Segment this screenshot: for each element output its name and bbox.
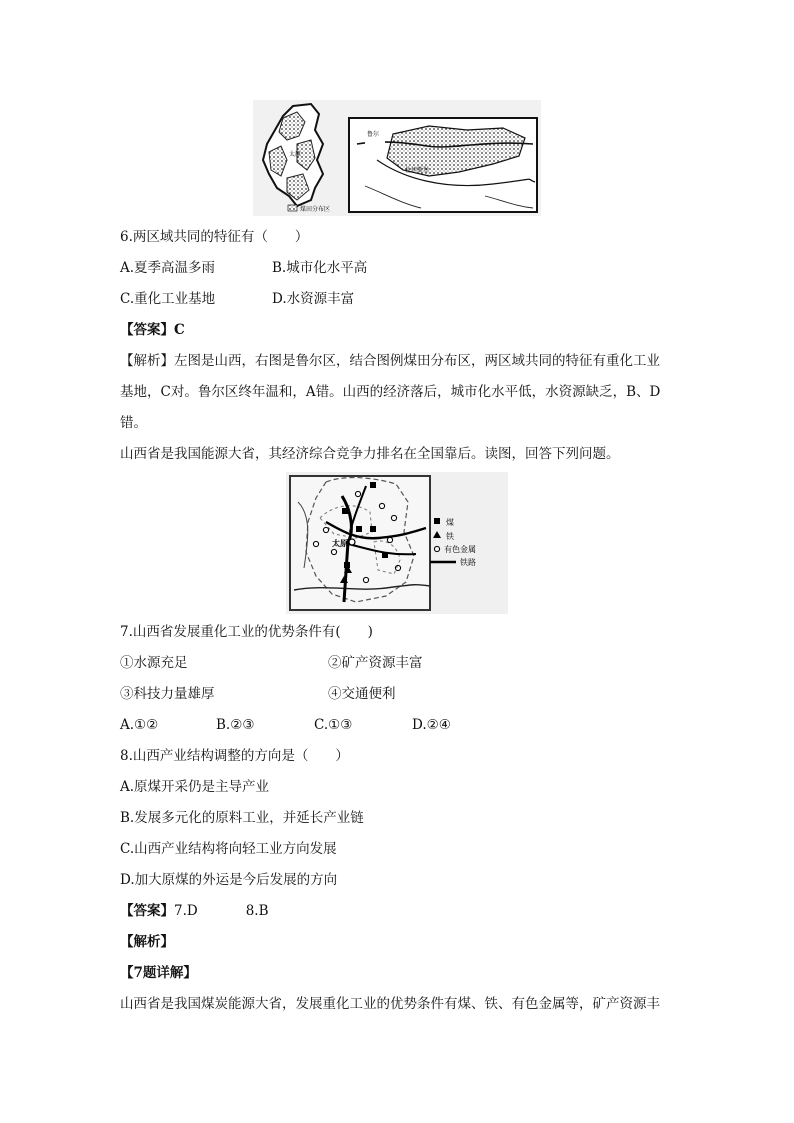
q6-answer: 【答案】C bbox=[120, 322, 185, 338]
q7-option-d: D.②④ bbox=[412, 717, 451, 733]
intro-text: 山西省是我国能源大省，其经济综合竞争力排名在全国靠后。读图，回答下列问题。 bbox=[120, 446, 620, 462]
q6-option-d: D.水资源丰富 bbox=[272, 291, 355, 307]
answer-label: 【答案】 bbox=[120, 903, 174, 919]
left-map-city-label: 太原 bbox=[289, 151, 302, 158]
q8-option-d: D.加大原煤的外运是今后发展的方向 bbox=[120, 872, 338, 888]
q7-option-c: C.①③ bbox=[314, 717, 353, 733]
q8-option-a: A.原煤开采仍是主导产业 bbox=[120, 779, 270, 795]
detail-7-text: 山西省是我国煤炭能源大省，发展重化工业的优势条件有煤、铁、有色金属等，矿产资源丰 bbox=[120, 996, 660, 1012]
legend-nonferrous: 有色金属 bbox=[444, 545, 476, 554]
q8-option-c: C.山西产业结构将向轻工业方向发展 bbox=[120, 841, 337, 857]
ruhr-map bbox=[349, 118, 537, 212]
q6-option-b: B.城市化水平高 bbox=[272, 260, 368, 276]
q7-choice-1: ①水源充足 bbox=[120, 655, 188, 671]
q6-option-c: C.重化工业基地 bbox=[120, 291, 216, 307]
figure-shanxi-ruhr-maps bbox=[253, 100, 541, 216]
answer-7: 7.D bbox=[174, 903, 198, 919]
q7-option-b: B.②③ bbox=[216, 717, 255, 733]
q8-stem: 8.山西产业结构调整的方向是（ ） bbox=[120, 748, 349, 764]
right-map-label-top: 鲁尔 bbox=[367, 131, 380, 138]
q6-stem: 6.两区域共同的特征有（ ） bbox=[120, 229, 309, 245]
answer-7-8 bbox=[120, 901, 269, 921]
legend-railway: 铁路 bbox=[460, 558, 476, 567]
right-map-label-bottom: 杜伊斯堡 bbox=[405, 167, 430, 174]
q6-analysis-line-3: 错。 bbox=[120, 415, 147, 431]
figure-shanxi-resources-map bbox=[286, 472, 508, 614]
detail-7-title: 【7题详解】 bbox=[120, 965, 197, 981]
q6-analysis-line-1: 【解析】左图是山西，右图是鲁尔区，结合图例煤田分布区，两区域共同的特征有重化工业 bbox=[120, 353, 660, 369]
legend-coal: 煤 bbox=[446, 518, 454, 527]
q6-analysis-line-2: 基地，C对。鲁尔区终年温和，A错。山西的经济落后，城市化水平低，水资源缺乏，B、D bbox=[120, 384, 661, 400]
q7-choice-2: ②矿产资源丰富 bbox=[328, 655, 423, 671]
q7-choice-3: ③科技力量雄厚 bbox=[120, 686, 215, 702]
legend-iron: 铁 bbox=[446, 532, 454, 541]
q7-choice-4: ④交通便利 bbox=[328, 686, 396, 702]
q6-option-a: A.夏季高温多雨 bbox=[120, 260, 216, 276]
q7-option-a: A.①② bbox=[120, 717, 159, 733]
figure2-city-label: 太原 bbox=[332, 539, 348, 548]
analysis-label: 【解析】 bbox=[120, 934, 174, 950]
q7-stem: 7.山西省发展重化工业的优势条件有( ) bbox=[120, 624, 373, 640]
answer-8: 8.B bbox=[245, 903, 269, 919]
q8-option-b: B.发展多元化的原料工业，并延长产业链 bbox=[120, 810, 364, 826]
left-map-legend: 煤田分布区 bbox=[300, 206, 331, 213]
